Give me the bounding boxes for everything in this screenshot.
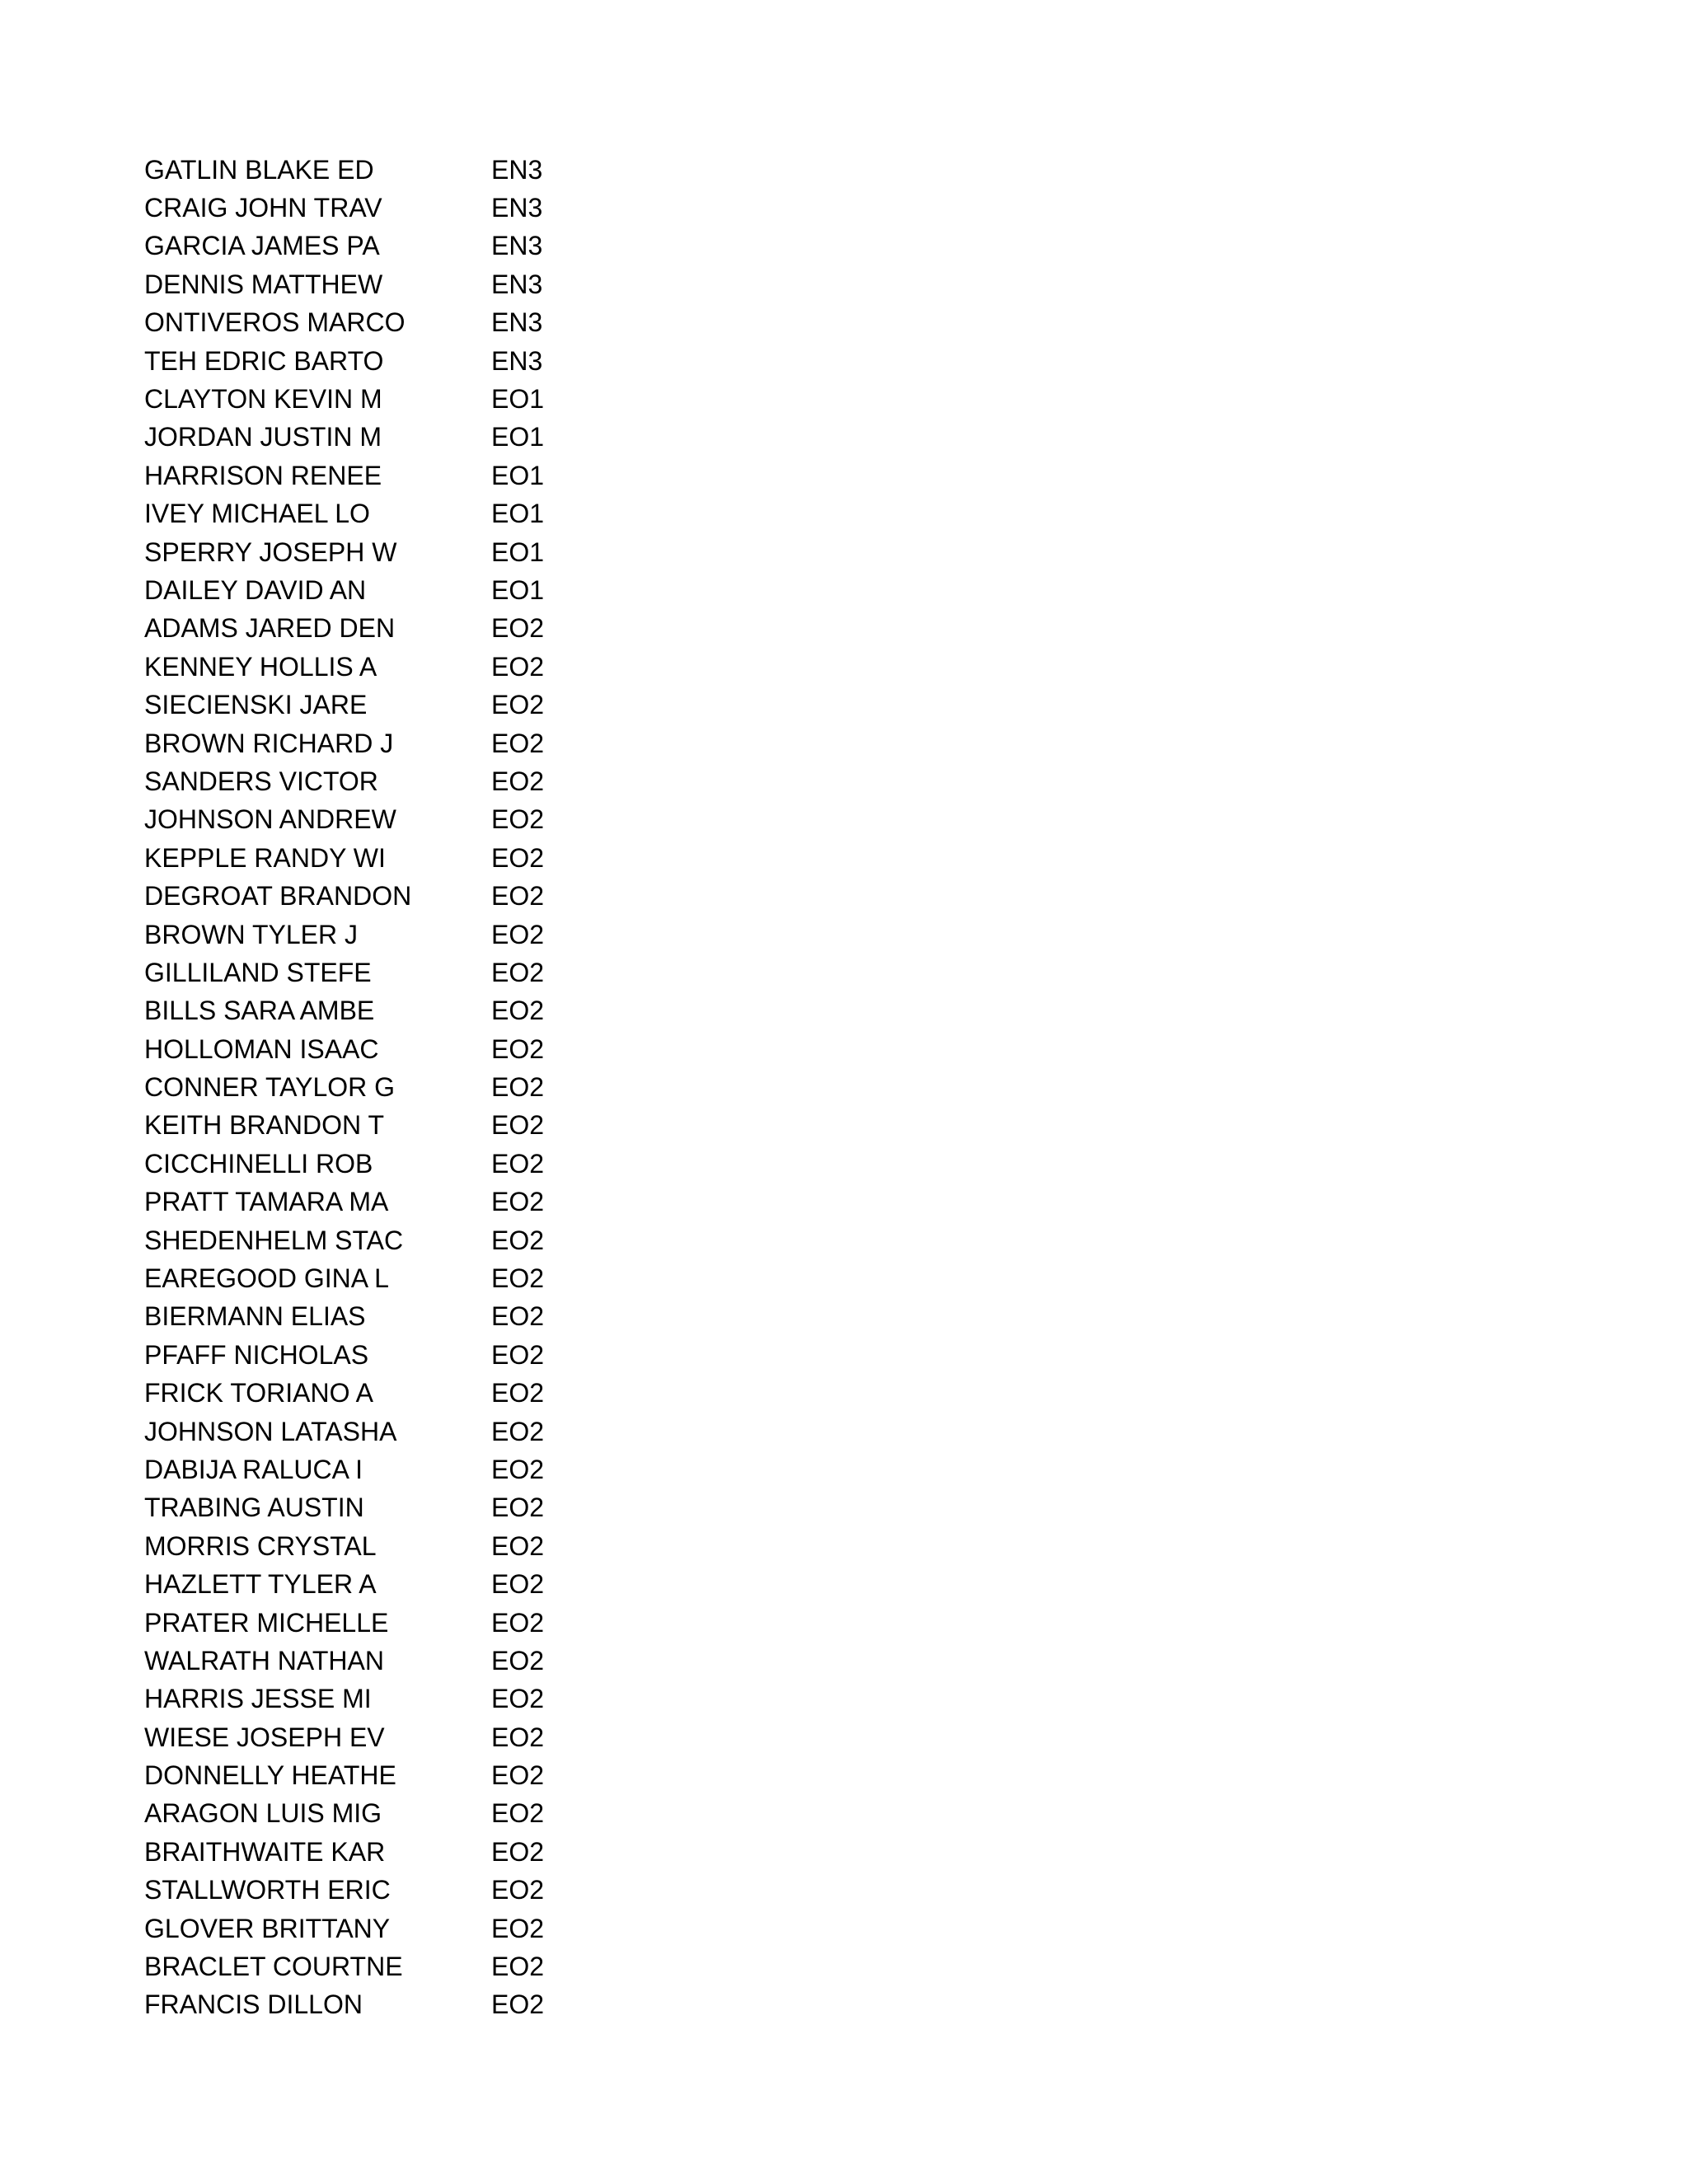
person-name: FRICK TORIANO A [144,1378,373,1408]
grade-code: EO2 [491,1645,545,1675]
grade-code: EO2 [491,957,545,987]
grade-code: EO2 [491,1187,545,1217]
roster-row [144,1565,557,1603]
person-name: HARRISON RENEE [144,460,382,490]
person-name: JORDAN JUSTIN M [144,422,382,452]
person-name: DONNELLY HEATHE [144,1760,396,1791]
roster-row [144,342,557,380]
grade-code: EO2 [491,996,545,1026]
grade-code: EN3 [491,307,543,338]
roster-row [144,1451,557,1488]
roster-row [144,495,557,533]
roster-row [144,1413,557,1451]
roster-row [144,419,557,457]
grade-code: EO2 [491,1110,545,1141]
grade-code: EO2 [491,1760,545,1791]
roster-row [144,1872,557,1910]
person-name: SHEDENHELM STAC [144,1225,404,1255]
grade-code: EN3 [491,154,543,185]
grade-code: EO2 [491,1339,545,1370]
grade-code: EO2 [491,1875,545,1905]
roster-row [144,1833,557,1871]
person-name: JOHNSON LATASHA [144,1416,397,1446]
grade-code: EO1 [491,499,545,529]
person-name: STALLWORTH ERIC [144,1875,391,1905]
roster-row [144,724,557,762]
grade-code: EN3 [491,231,543,261]
roster-row [144,610,557,648]
roster-row [144,227,557,265]
roster-row [144,457,557,494]
person-name: KEPPLE RANDY WI [144,842,386,873]
roster-row [144,1756,557,1794]
roster-row [144,992,557,1030]
grade-code: EN3 [491,193,543,223]
roster-row [144,1259,557,1297]
grade-code: EO2 [491,1722,545,1752]
roster-row [144,762,557,800]
person-name: DEGROAT BRANDON [144,881,412,912]
person-name: DENNIS MATTHEW [144,269,383,299]
person-name: HAZLETT TYLER A [144,1569,377,1600]
grade-code: EO2 [491,804,545,835]
grade-code: EO2 [491,1684,545,1714]
grade-code: EO1 [491,422,545,452]
roster-row [144,1145,557,1183]
roster-row [144,189,557,227]
grade-code: EO2 [491,842,545,873]
person-name: HARRIS JESSE MI [144,1684,372,1714]
grade-code: EO2 [491,881,545,912]
grade-code: EO2 [491,1530,545,1561]
grade-code: EN3 [491,345,543,376]
person-name: PRATT TAMARA MA [144,1187,389,1217]
grade-code: EO2 [491,1033,545,1064]
roster-row [144,265,557,303]
person-name: BRAITHWAITE KAR [144,1836,386,1867]
person-name: WIESE JOSEPH EV [144,1722,385,1752]
grade-code: EO2 [491,1416,545,1446]
person-name: IVEY MICHAEL LO [144,499,370,529]
person-name: CRAIG JOHN TRAV [144,193,382,223]
person-name: TRABING AUSTIN [144,1493,364,1523]
roster-row [144,1986,557,2024]
roster-row [144,1336,557,1374]
person-name: HOLLOMAN ISAAC [144,1033,379,1064]
roster-row [144,1642,557,1680]
person-name: CLAYTON KEVIN M [144,384,382,415]
roster-row [144,1604,557,1642]
roster-row [144,877,557,915]
person-name: ONTIVEROS MARCO [144,307,406,338]
person-name: BRACLET COURTNE [144,1952,403,1982]
grade-code: EO2 [491,1607,545,1638]
roster-row [144,533,557,571]
grade-code: EO2 [491,1225,545,1255]
person-name: WALRATH NATHAN [144,1645,384,1675]
roster-row [144,1221,557,1259]
roster-row [144,1718,557,1756]
grade-code: EO2 [491,1072,545,1103]
roster-row [144,1795,557,1833]
person-name: DABIJA RALUCA I [144,1454,363,1484]
person-name: PRATER MICHELLE [144,1607,389,1638]
grade-code: EO2 [491,690,545,720]
person-name: KENNEY HOLLIS A [144,651,377,682]
roster-row [144,1910,557,1947]
roster-row [144,916,557,954]
grade-code: EO2 [491,919,545,949]
roster-row [144,839,557,877]
person-name: BROWN TYLER J [144,919,358,949]
grade-code: EO2 [491,766,545,796]
roster-row [144,1527,557,1565]
person-name: DAILEY DAVID AN [144,574,367,605]
roster-row [144,648,557,686]
person-name: GATLIN BLAKE ED [144,154,374,185]
roster-row [144,1107,557,1145]
roster-row [144,151,557,189]
roster-row [144,380,557,418]
grade-code: EO2 [491,1990,545,2020]
roster-row [144,1375,557,1413]
grade-code: EO2 [491,1378,545,1408]
roster-row [144,1183,557,1221]
roster-list [144,151,557,2024]
roster-row [144,1298,557,1336]
person-name: GARCIA JAMES PA [144,231,380,261]
person-name: ARAGON LUIS MIG [144,1798,382,1829]
grade-code: EO2 [491,1569,545,1600]
person-name: MORRIS CRYSTAL [144,1530,377,1561]
person-name: SPERRY JOSEPH W [144,537,397,567]
grade-code: EN3 [491,269,543,299]
roster-row [144,954,557,991]
roster-row [144,686,557,724]
grade-code: EO2 [491,1836,545,1867]
person-name: CICCHINELLI ROB [144,1148,373,1179]
grade-code: EO2 [491,1301,545,1332]
roster-row [144,1680,557,1718]
person-name: GILLILAND STEFE [144,957,372,987]
person-name: EAREGOOD GINA L [144,1263,389,1294]
person-name: BILLS SARA AMBE [144,996,375,1026]
grade-code: EO2 [491,613,545,644]
roster-row [144,1947,557,1985]
grade-code: EO1 [491,537,545,567]
grade-code: EO2 [491,1493,545,1523]
roster-row [144,304,557,342]
grade-code: EO2 [491,1263,545,1294]
grade-code: EO1 [491,460,545,490]
person-name: SANDERS VICTOR [144,766,378,796]
person-name: CONNER TAYLOR G [144,1072,396,1103]
person-name: KEITH BRANDON T [144,1110,384,1141]
person-name: JOHNSON ANDREW [144,804,396,835]
person-name: BROWN RICHARD J [144,728,394,758]
roster-row [144,1068,557,1106]
person-name: BIERMANN ELIAS [144,1301,366,1332]
grade-code: EO2 [491,1798,545,1829]
roster-row [144,1030,557,1068]
grade-code: EO2 [491,1952,545,1982]
grade-code: EO2 [491,728,545,758]
grade-code: EO1 [491,384,545,415]
person-name: FRANCIS DILLON [144,1990,363,2020]
person-name: TEH EDRIC BARTO [144,345,384,376]
roster-row [144,1489,557,1527]
grade-code: EO2 [491,651,545,682]
person-name: SIECIENSKI JARE [144,690,368,720]
grade-code: EO2 [491,1148,545,1179]
grade-code: EO2 [491,1913,545,1943]
roster-row [144,801,557,839]
person-name: GLOVER BRITTANY [144,1913,391,1943]
grade-code: EO2 [491,1454,545,1484]
person-name: PFAFF NICHOLAS [144,1339,369,1370]
roster-row [144,571,557,609]
person-name: ADAMS JARED DEN [144,613,396,644]
grade-code: EO1 [491,574,545,605]
